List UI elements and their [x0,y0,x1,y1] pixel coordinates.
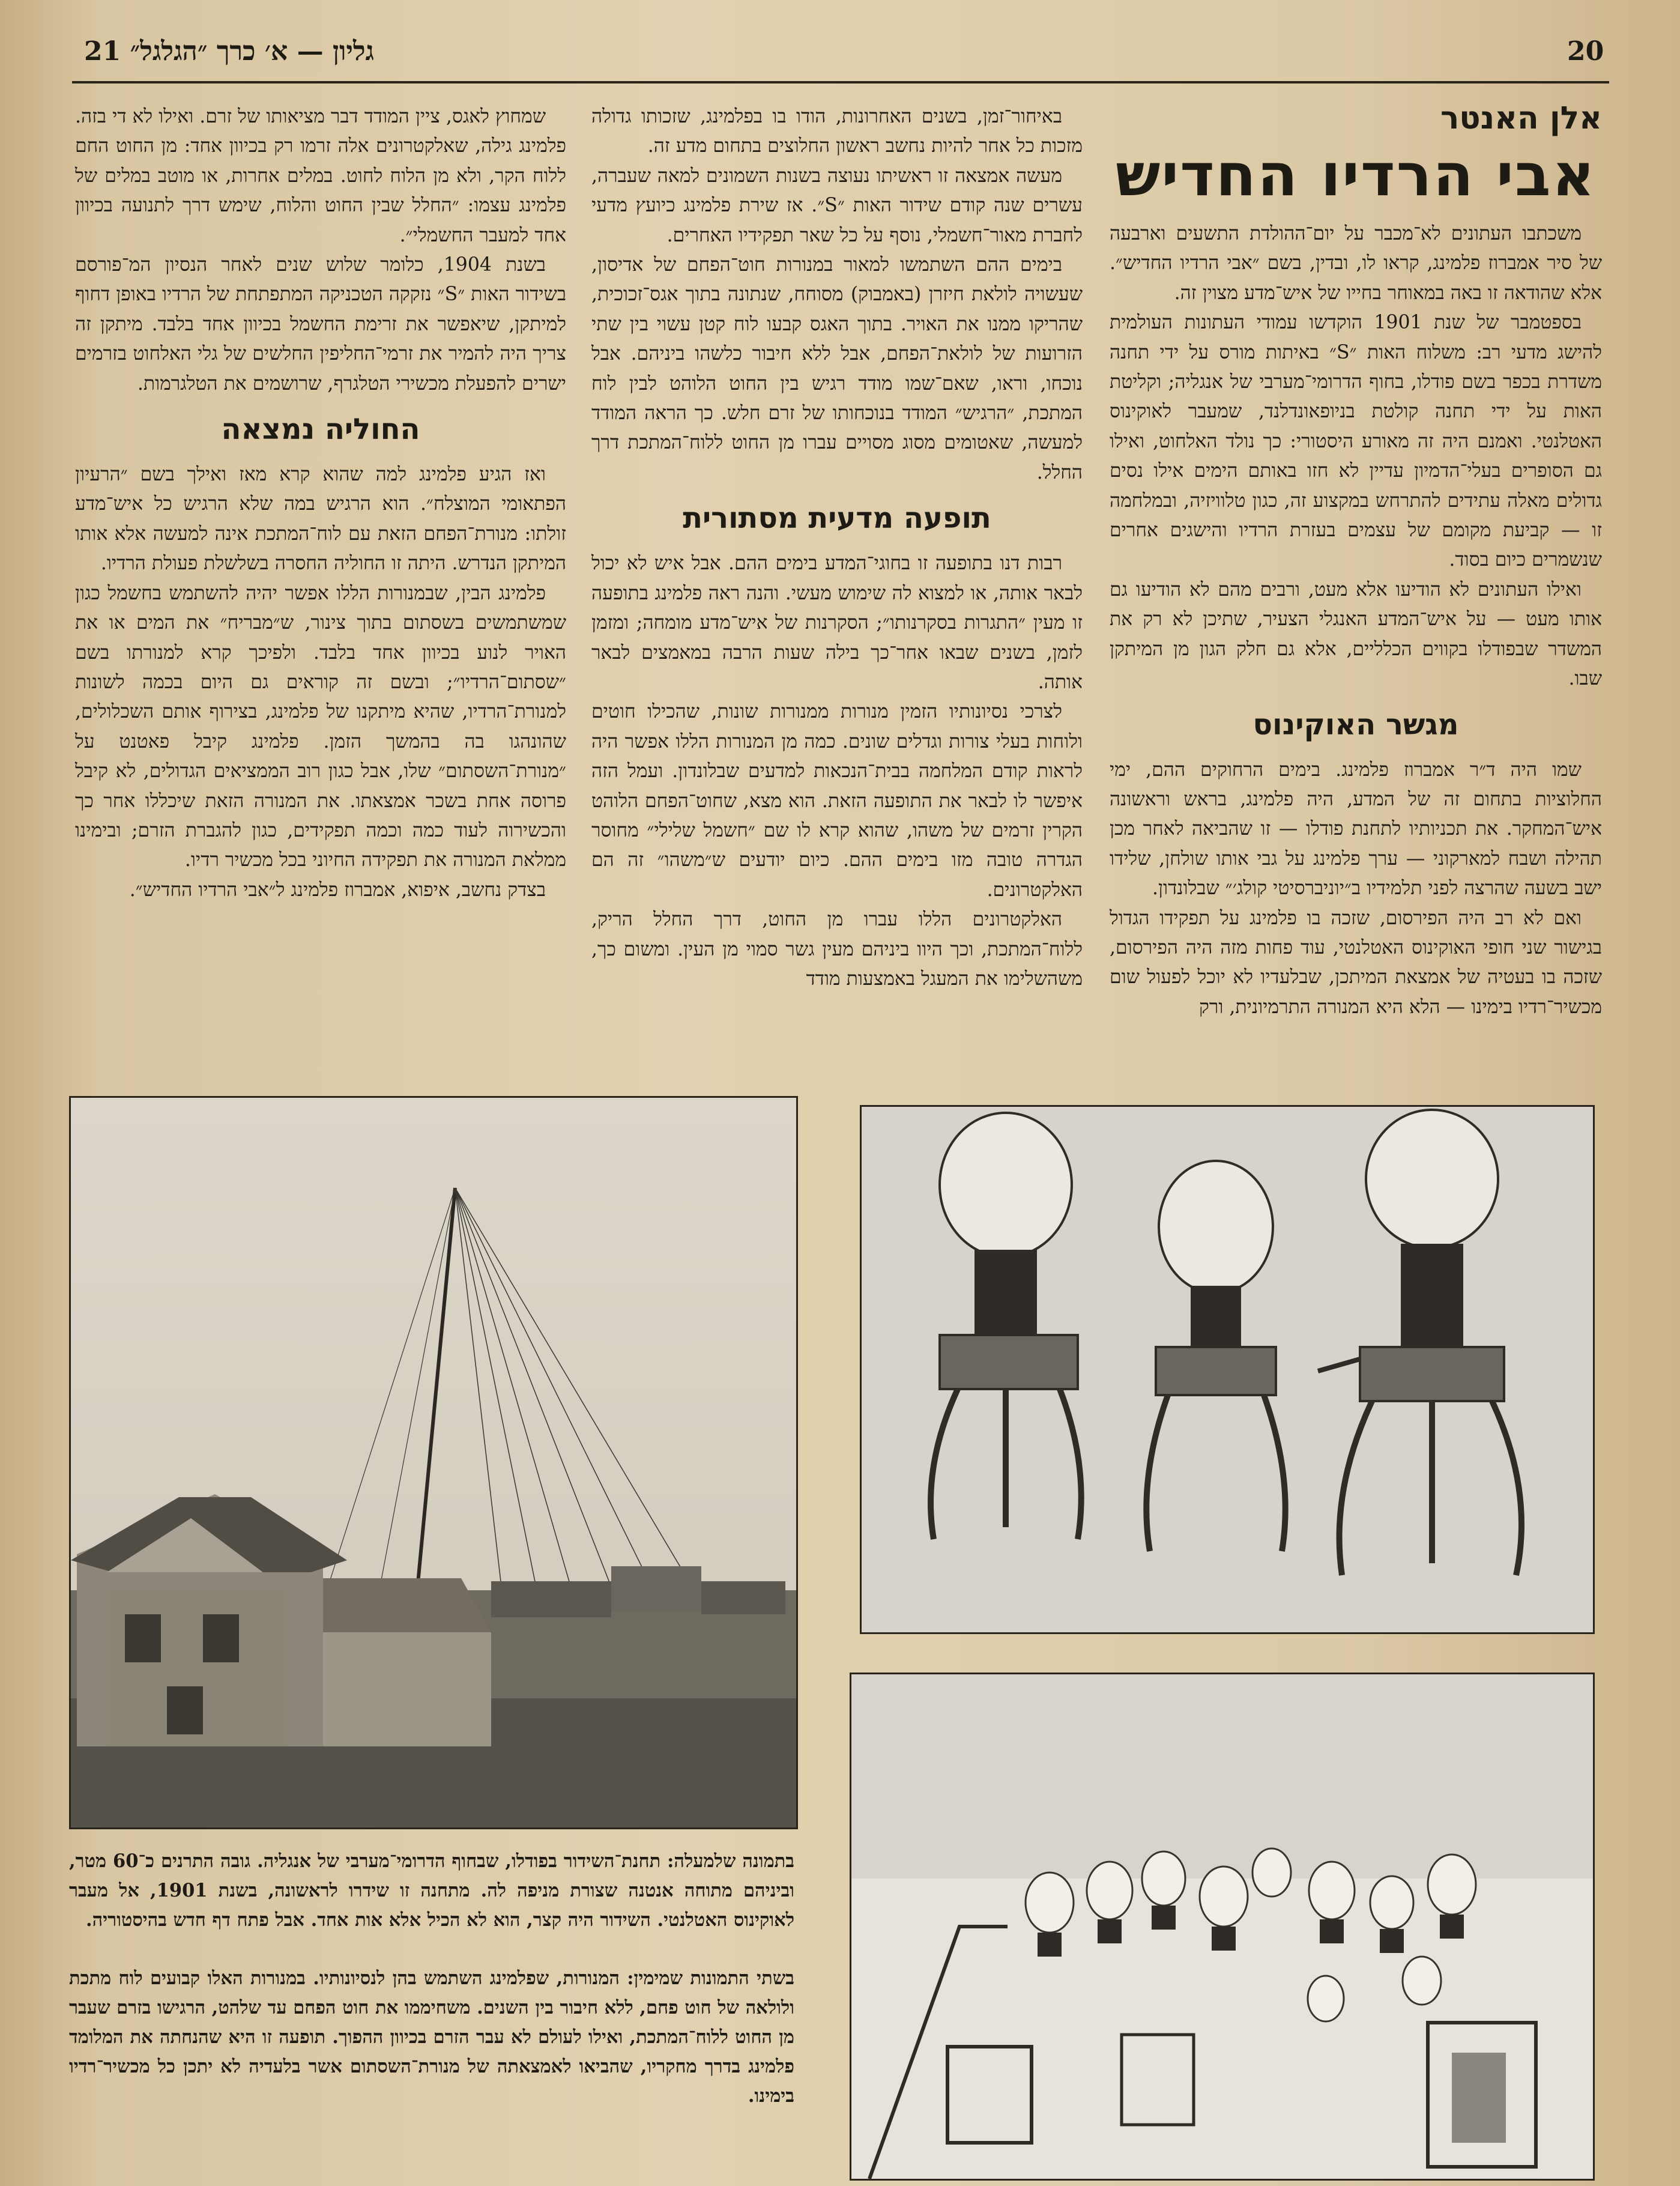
photo-poldhu-station [69,1096,798,1829]
paragraph: רבות דנו בתופעה זו בחוגי־המדע בימים ההם. אבל איש לא יכול לבאר אותה, או למצוא לה שימוש מעשי. והנה ראה פלמינג בתופעה זו מעין ״התגרות בסקרנותו״; הסקרנות של איש־מדע מומחה; ומזמן לזמן, בשנים שבאו אחר־כך בילה שעות הרבה במאמצים לבאר אותה. [591,553,1083,693]
paragraph: ואילו העתונים לא הודיעו אלא מעט, ורבים מהם לא הודיעו גם אותו מעט — על איש־המדע האנגלי הצעיר, שתיכן לא רק את המשדר שבפודלו בקווים הכלליים, אלא גם חלק הגון מן המיתקן שבו. [1110,578,1602,690]
column-1 [1110,99,1602,1022]
article-title: אבי הרדיו החדיש [1115,141,1597,210]
caption-valves: בשתי התמונות שמימין: המנורות, שפלמינג השתמש בהן לנסיונותיו. במנורות האלו קבועים לוח מתכת ולולאה של חוט פחם, ללא חיבור בין השנים. משחיממו את חוט הפחם עד שלהט, הרגישו בזרם שעבר מן החוט ללוח־המתכת, ואילו לעולם לא עבר הזרם בכיוון ההפוך. תופעה זו היא שהנחתה את המלומד פלמינג בדרך מחקריו, שהביאו לאמצאתה של מנורת־השסתום אשר בלעדיה לא יתכן כל מכשיר־רדיו בימינו. [69,1967,794,2107]
caption-station: בתמונה שלמעלה: תחנת־השידור בפודלו, שבחוף הדרומי־מערבי של אנגליה. גובה התרנים כ־60 מטר, וביניהם מתוחה אנטנה שצורת מניפה לה. מתחנה זו שידרו לראשונה, בשנת 1901, אל מעבר לאוקינוס האטלנטי. השידור היה קצר, הוא לא הכיל אלא אות אחד. אבל פתח דף חדש בהיסטוריה. [69,1850,794,1931]
subheading: החוליה נמצאה [221,413,420,447]
paragraph: בצדק נחשב, איפוא, אמברוז פלמינג ל״אבי הרדיו החדיש״. [129,879,546,901]
paragraph: ואם לא רב היה הפירסום, שזכה בו פלמינג על תפקידו הגדול בגישור שני חופי האוקינוס האטלנטי, עוד פחות מזה היה הפירסום, שזכה בו בעטיה של אמצאת המיתכן, שבלעדיו לא יוכל לפעול שום מכשיר־רדיו בימינו — הלא היא המנורה התרמיונית, ורק [1110,907,1602,1018]
column-3 [75,102,566,905]
paragraph: מעשה אמצאה זו ראשיתו נעוצה בשנות השמונים למאה שעברה, עשרים שנה קודם שידור האות ״S״. אז שירת פלמינג כיועץ מדעי לחברת מאור־חשמלי, נוסף על כל שאר תפקידיו האחרים. [591,165,1083,246]
photo-valves-large [860,1105,1595,1634]
paragraph: בימים ההם השתמשו למאור במנורות חוט־הפחם של אדיסון, שעשויה לולאת חיזרן (באמבוק) מסוחח, שנתונה בתוך אגס־זכוכית, שהריקו ממנו את האויר. בתוך האגס קבעו לוח קטן עשוי בין שתי הזרועות של לולאת־הפחם, אבל ללא חיבור כלשהו ביניהם. אבל נוכחו, וראו, שאם־שמו מודד רגיש בין החוט הלוהט לבין לוח המתכת, ״הרגיש״ המודד בנוכחותו של זרם חלש. כך הראה המודד למעשה, שאטומים מסוג מסויים עברו מן החוט ללוח־המתכת דרך החלל. [591,254,1083,483]
article-author: אלן האנטר [1440,100,1602,136]
paragraph: שמחוץ לאגס, ציין המודד דבר מציאותו של זרם. ואילו לא די בזה. פלמינג גילה, שאלקטרונים אלה זרמו רק בכיוון אחד: מן החוט החם ללוח הקר, ולא מן הלוח לחוט. במלים אחרות, או מוטב במלים של פלמינג עצמו: ״החלל שבין החוט והלוח, שימש דרך לתנועה בכיוון אחד למעבר החשמלי״. [75,106,566,246]
column-2 [591,102,1083,994]
paragraph: שמו היה ד״ר אמברוז פלמינג. בימים הרחוקים ההם, ימי החלוציות בתחום זה של המדע, היה פלמינג, בראש וראשונה איש־המחקר. את תכניותיו לתחנת פודלו — זו שהביאה לאחר מכן תהילה ושבח למארקוני — ערך פלמינג על גבי אותו שולחן, שלידו ישב בשעה שהרצה לפני תלמידיו ב״יוניברסיטי קולג׳״ שבלונדון. [1110,758,1602,900]
paragraph: האלקטרונים הללו עברו מן החוט, דרך החלל הריק, ללוח־המתכת, וכך היוו ביניהם מעין גשר סמוי מן העין. ומשום כך, משהשלימו את המעגל באמצעות מודד [591,909,1083,990]
paragraph: בשנת 1904, כלומר שלוש שנים לאחר הנסיון המ־פורסם בשידור האות ״S״ נזקקה הטכניקה המתפתחת של הרדיו באופן דחוף למיתקן, שיאפשר את זרימת החשמל בכיוון אחד בלבד. מיתקן זה צריך היה להמיר את זרמי־החליפין החלשים של גלי האלחוט בזרמים ישרים להפעלת מכשירי הטלגרף, שרושמים את הטלגרמות. [75,254,566,395]
paragraph: פלמינג הבין, שבמנורות הללו אפשר יהיה להשתמש בחשמל כגון שמשתמשים בשסתום בתוך צינור, ש״מבריח״ את המים או את האויר לנוע בכיוון אחד בלבד. ולפיכך קרא למנורתו בשם ״שסתום־הרדיו״; ובשם זה קוראים גם היום בכמה לשונות למנורת־הרדיו, שהיא מיתקנו של פלמינג, בצירוף אותם השכלולים, שהונהגו בה בהמשך הזמן. פלמינג קיבל פאטנט על ״מנורת־השסתום״ שלו, אבל כגון רוב הממציאים הגדולים, לא קיבל פרוסה אחת בשכר אמצאתו. את המנורה הזאת שיכללו אחר כך והכשירוה לעוד כמה וכמה תפקידים, כגון להגברת הזרם; ובימינו ממלאת המנורה את תפקידה החיוני בכל מכשיר רדיו. [75,582,566,871]
paragraph: באיחור־זמן, בשנים האחרונות, הודו בו בפלמינג, שזכותו גדולה מזכות כל אחר להיות נחשב ראשון החלוצים בתחום מדע זה. [591,106,1083,157]
paragraph: ואז הגיע פלמינג למה שהוא קרא מאז ואילך בשם ״הרעיון הפתאומי המוצלח״. הוא הרגיש במה שלא הרגיש כל איש־מדע זולתו: מנורת־הפחם הזאת עם לוח־המתכת אינה למעשה אלא אותו המיתקן הנדרש. היתה זו החוליה החסרה בשלשלת פעולת הרדיו. [75,464,566,575]
paragraph: לצרכי נסיונותיו הזמין מנורות ממנורות שונות, שהכילו חוטים ולוחות בעלי צורות וגדלים שונים. כמה מן המנורות הללו אפשר היה לראות קודם המלחמה בבית־הנכאות למדעים שבלונדון. ועמל הזה איפשר לו לבאר את התופעה הזאת. הוא מצא, שחוט־הפחם הלוהט הקרין זרמים של משהו, שהוא קרא לו שם ״חשמל שלילי״ מחוסר הגדרה טובה מזו בימים ההם. כיום יודעים ש״משהו״ זה הם האלקטרונים. [591,701,1083,901]
photo-valves-collection [850,1673,1595,2181]
page-header-left: 21 גליון — א׳ כרך ״הגלגל״ [84,36,375,67]
subheading: תופעה מדעית מסתורית [683,501,991,536]
subheading: מגשר האוקינוס [1252,707,1459,742]
paragraph: משכתבו העתונים לא־מכבר על יום־ההולדת התשעים וארבעה של סיר אמברוז פלמינג, קראו לו, ובדין, בשם ״אבי הרדיו החדיש״. אלא שהודאה זו באה במאוחר בחייו של איש־מדע מצוין זה. [1110,223,1602,304]
paragraph: בספטמבר של שנת 1901 הוקדשו עמודי העתונות העולמית להישג מדעי רב: משלוח האות ״S״ באיתות מורס על ידי תחנה משדרת בכפר בשם פודלו, בחוף הדרומי־מערבי של אנגליה; וקליטת האות על ידי תחנה קולטת בניופאונדלנד, שמעבר לאוקינוס האטלנטי. ואמנם היה זה מאורע היסטורי: כך נולד האלחוט, ואילו גם הסופרים בעלי־הדמיון עדיין לא חזו באותם הימים אילו נסים גדולים מאלה עתידים להתרחש במקצוע זה, כגון טלוויזיה, ובמלחמה זו — קביעת מקומם של עצמים בעזרת הרדיו והישגים אחרים שנשמרים כיום בסוד. [1110,312,1602,571]
page-number: 20 [1567,36,1604,67]
header-rule [72,81,1609,83]
